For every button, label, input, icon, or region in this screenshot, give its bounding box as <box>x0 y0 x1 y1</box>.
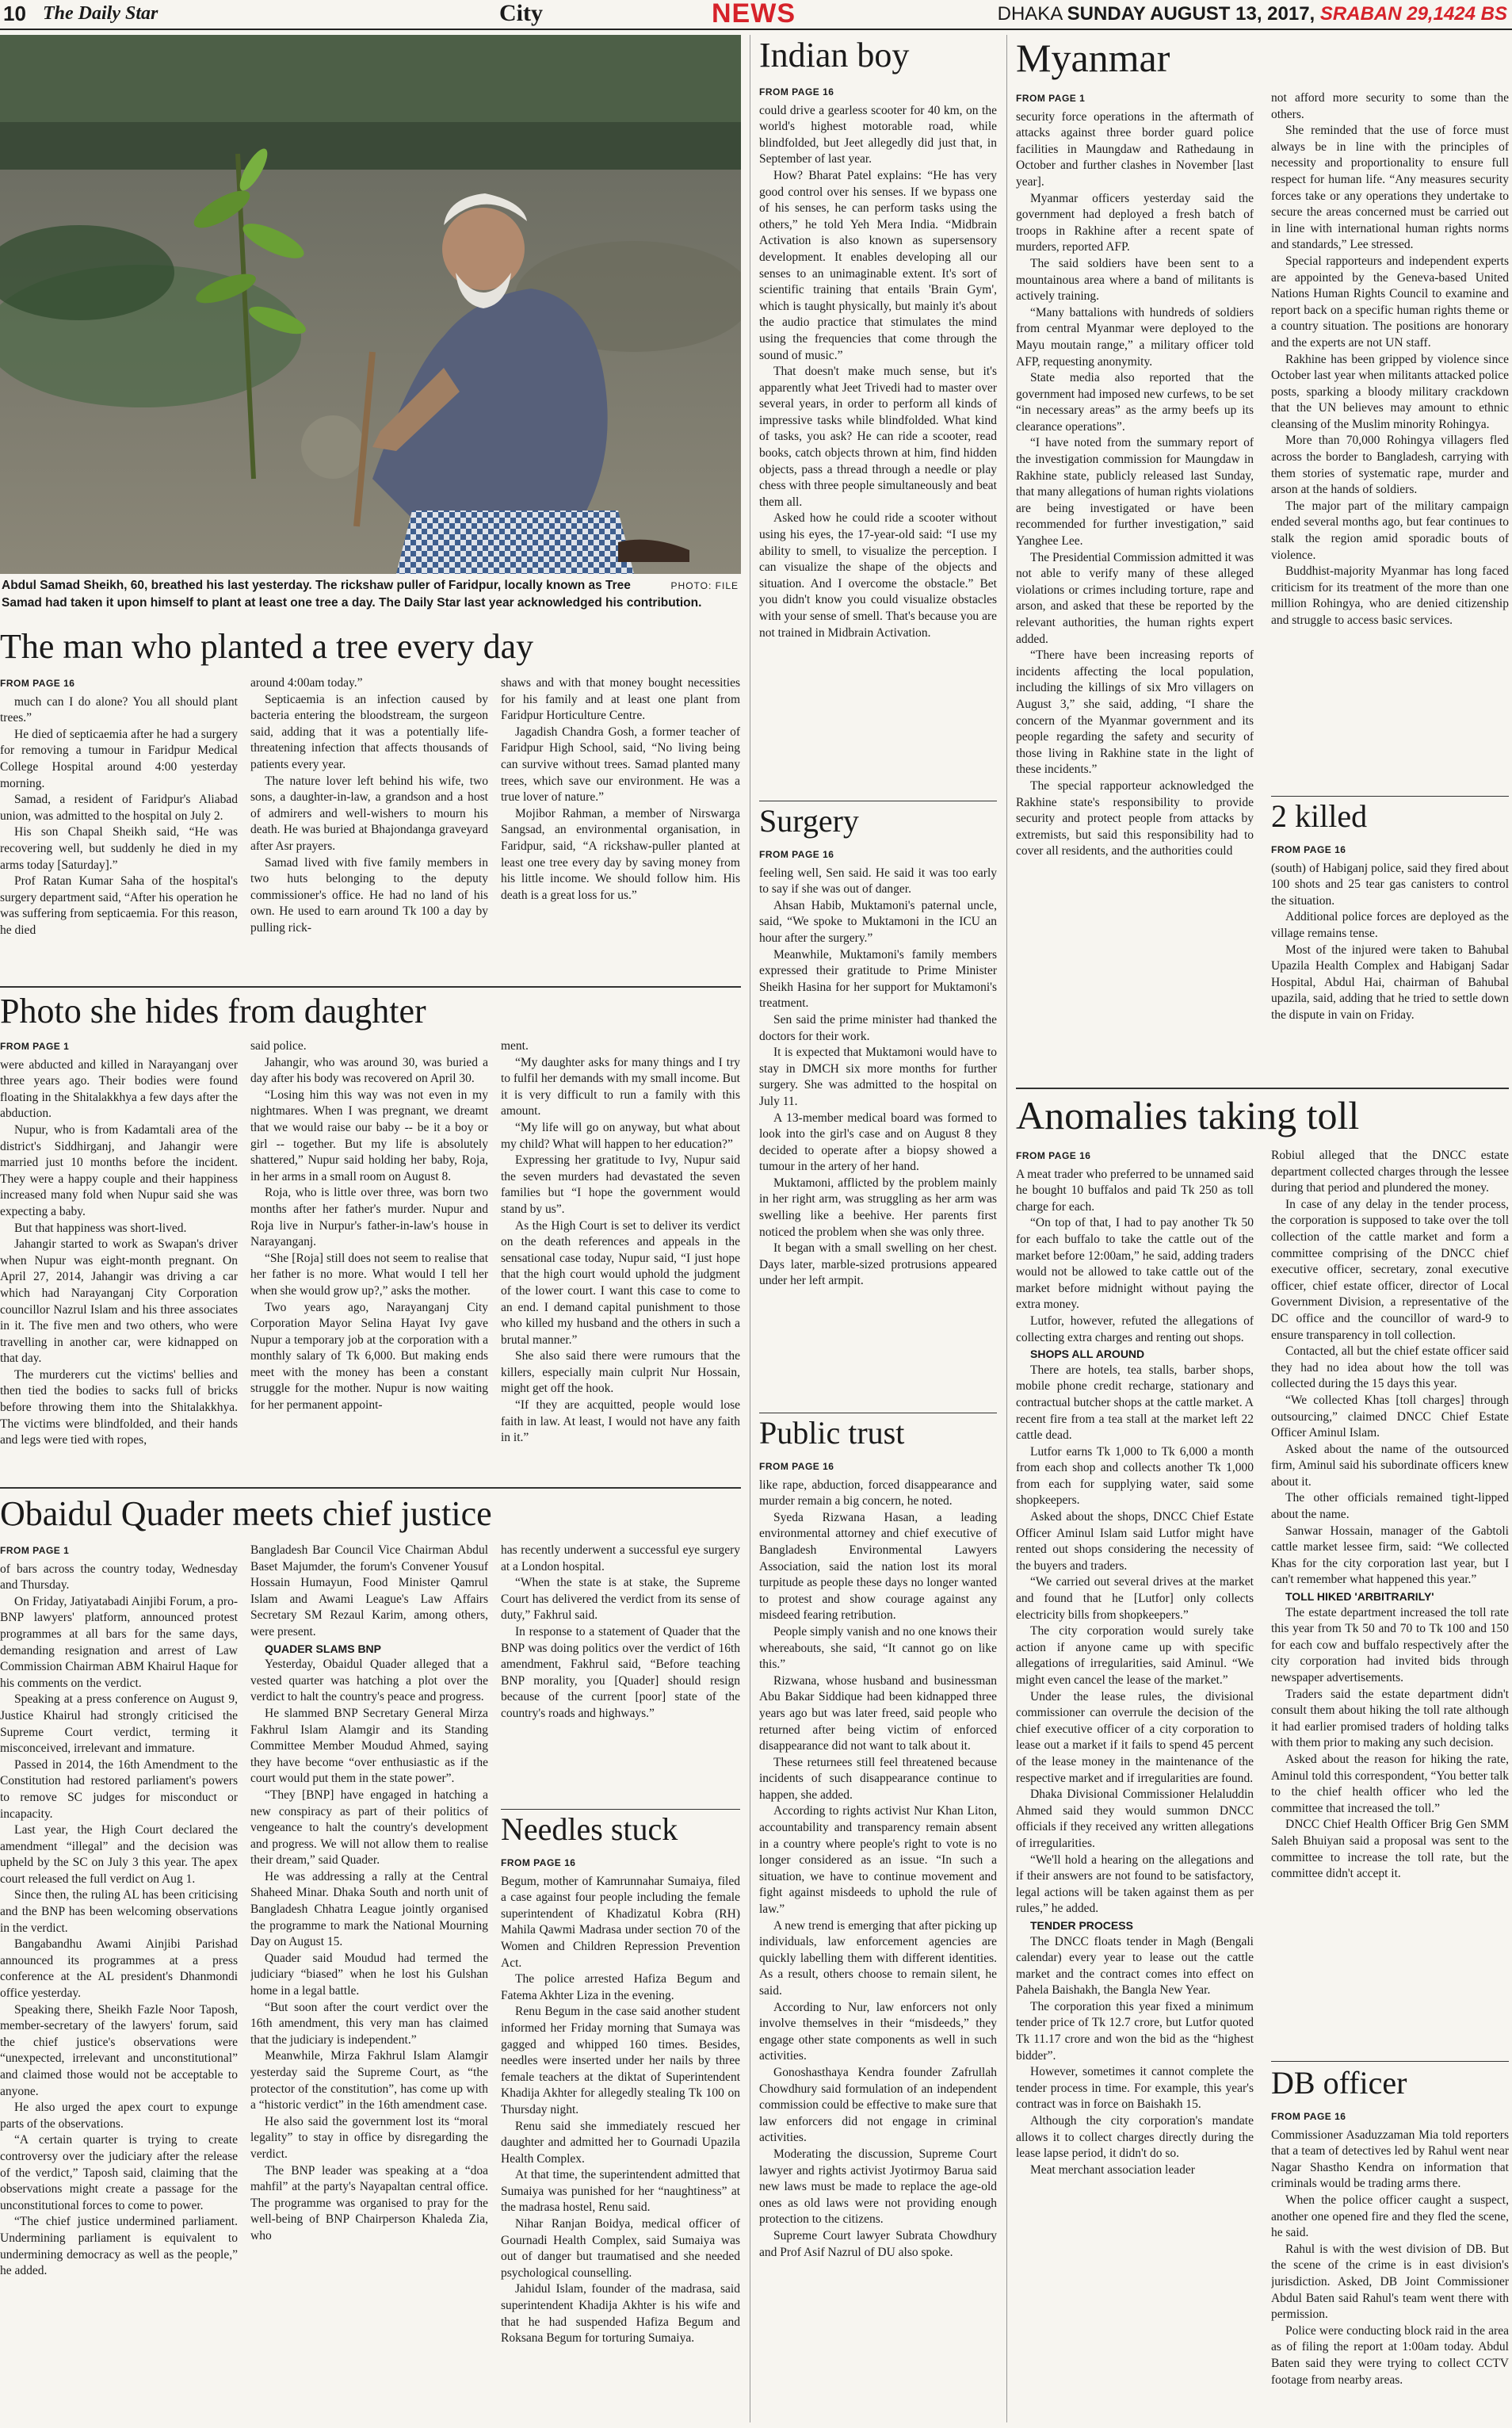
surgery-jump-label: FROM PAGE 16 <box>759 849 834 860</box>
paragraph: The said soldiers have been sent to a mountainous area where a band of militants is actively training. <box>1016 256 1254 304</box>
paragraph: Jahidul Islam, founder of the madrasa, said superintendent Khadija Akhter is his wife and that he had suspended Hafiza Begum and Roksana Begum for torturing Sumaiya. <box>501 2282 740 2346</box>
photo-story-column-1 <box>0 1038 238 1482</box>
paragraph: Buddhist-majority Myanmar has long faced criticism for its treatment of the more than one million Rohingya, who are denied citizenship and struggle to access basic services. <box>1271 564 1509 627</box>
paragraph: Muktamoni, afflicted by the problem mainly in her right arm, was struggling as her arm was swelling like a beehive. Her parents first noticed the problem when she was only three. <box>759 1176 997 1239</box>
paragraph: The police arrested Hafiza Begum and Fatema Akhter Liza in the evening. <box>501 1972 740 2002</box>
paragraph: ment. <box>501 1039 529 1053</box>
date-bengali: SRABAN 29,1424 BS <box>1319 3 1507 25</box>
paragraph: Asked about the reason for hiking the rate, Aminul told this correspondent, “You better talk to the chief health officer who led the committee that increased the toll.” <box>1271 1752 1509 1815</box>
photo-story-col2-body <box>250 1038 488 1414</box>
tree-col2-body <box>250 675 488 937</box>
paragraph: It began with a small swelling on her chest. Days later, marble-sized protrusions appeared under her left armpit. <box>759 1241 997 1288</box>
paragraph: “They [BNP] have engaged in hatching a new conspiracy as part of their politics of vengeance to halt the country's development and progress. We will not allow them to realise their dream,” said Quader. <box>250 1788 488 1868</box>
two-killed-headline: 2 killed <box>1271 798 1368 834</box>
paragraph: A meat trader who preferred to be unnamed said he bought 10 buffalos and paid Tk 250 as toll charge for each. <box>1016 1167 1254 1214</box>
obaidul-jump-label: FROM PAGE 1 <box>0 1545 70 1556</box>
paragraph: “But soon after the court verdict over the 16th amendment, this very man has claimed that the judiciary is independent.” <box>250 2000 488 2047</box>
caption-text: Abdul Samad Sheikh, 60, breathed his last yesterday. The rickshaw puller of Faridpur, locally known as Tree Samad had taken it upon himself to plant at least one tree a day. The Daily Star last year acknowledged his contribution. <box>2 579 702 610</box>
public-trust-column <box>759 1459 997 2422</box>
paragraph: Syeda Rizwana Hasan, a leading environmental attorney and chief executive of Bangladesh Environmental Lawyers Association, said the nation lost its moral turpitude as people these days no longer wanted to protest and show courage against any misdeed fearing retribution. <box>759 1510 997 1623</box>
paragraph: Jahangir, who was around 30, was buried a day after his body was recovered on April 30. <box>250 1055 488 1086</box>
paragraph: The DNCC floats tender in Magh (Bengali calendar) every year to lease out the cattle market and the contract comes into effect on Pahela Baishakh, the Bangla New Year. <box>1016 1934 1254 1998</box>
paragraph: Moderating the discussion, Supreme Court lawyer and rights activist Jyotirmoy Barua said new laws must be made to replace the age-old ones as old laws were not providing enough protection to the citizens. <box>759 2147 997 2227</box>
paragraph: could drive a gearless scooter for 40 km, on the world's highest motorable road, while blindfolded, but Jeet allegedly did just that, in September of last year. <box>759 103 997 166</box>
paragraph: Renu said she immediately rescued her daughter and admitted her to Gournadi Upazila Health Complex. <box>501 2119 740 2166</box>
paragraph: Passed in 2014, the 16th Amendment to the Constitution had restored parliament's powers to remove SC judges for misconduct or incapacity. <box>0 1757 238 1821</box>
paragraph: At that time, the superintendent admitted that Sumaiya was punished for her “naughtiness” at the madrasa hostel, Renu said. <box>501 2168 740 2215</box>
paragraph: Yesterday, Obaidul Quader alleged that a vested quarter was hatching a plot over the verdict to halt the country's peace and progress. <box>250 1658 488 1704</box>
paragraph: On Friday, Jatiyatabadi Ainjibi Forum, a pro-BNP lawyers' platform, announced protest programmes at all bars for the same days, demanding resignation and arrest of Law Commission Chairman ABM Khairul Haque for his comments on the verdict. <box>0 1594 238 1690</box>
paragraph: “If they are acquitted, people would lose faith in law. At least, I would not have any faith in it.” <box>501 1398 740 1445</box>
obaidul-column-3 <box>501 1543 740 1804</box>
paragraph: were abducted and killed in Narayanganj over three years ago. Their bodies were found floating in the Shitalakkhya a few days after the abduction. <box>0 1057 238 1121</box>
paragraph: Nihar Ranjan Boidya, medical officer of Gournadi Health Complex, said Sumaiya was out of danger but traumatised and she needed psychological counselling. <box>501 2217 740 2280</box>
paragraph: He slammed BNP Secretary General Mirza Fakhrul Islam Alamgir and its Standing Committee Member Moudud Ahmed, saying they have become “over enthusiastic as if the court would put them in the state power”. <box>250 1706 488 1786</box>
paragraph: “A certain quarter is trying to create controversy over the judiciary after the release of the verdict,” Taposh said, claiming that the observations might create a passage for the unconstitutional forces to come to power. <box>0 2133 238 2212</box>
paragraph: “The chief justice undermined parliament. Undermining parliament is equivalent to undermining democracy as well as the people,” he added. <box>0 2215 238 2278</box>
tree-story-column-3 <box>501 675 740 985</box>
paragraph: feeling well, Sen said. He said it was too early to say if she was out of danger. <box>759 866 997 897</box>
paragraph: As the High Court is set to deliver its verdict on the death references and appeals in the sensational case today, Nupur said, “I just hope that the high court would uphold the judgment of the lower court. I want this case to come to an end. I demand capital punishment to those who killed my husband and the others in such a brutal manner.” <box>501 1218 740 1347</box>
paragraph: Last year, the High Court declared the amendment “illegal” and the decision was upheld by the SC on July 3 this year. The apex court released the full verdict on Aug 1. <box>0 1823 238 1886</box>
surgery-body <box>759 866 997 1290</box>
needles-story-headline: Needles stuck <box>501 1811 678 1847</box>
dateline <box>998 3 1507 25</box>
date-city: DHAKA <box>997 3 1067 25</box>
paragraph: “Many battalions with hundreds of soldiers from central Myanmar were deployed to the Mayu moutain range,” a military officer told AFP, requesting anonymity. <box>1016 305 1254 369</box>
paragraph: “On top of that, I had to pay another Tk 50 for each buffalo to take the cattle out of the market before 12:00am,” he said, adding traders would not be allowed to take cattle out of the market before midnight without paying the extra money. <box>1016 1216 1254 1312</box>
paragraph: Bangladesh Bar Council Vice Chairman Abdul Baset Majumder, the forum's Convener Yousuf Hossain Humayun, Food Minister Qamrul Islam and Awami League's Law Affairs Secretary SM Rezaul Karim, among others, were present. <box>250 1543 488 1638</box>
paragraph: Samad lived with five family members in two huts belonging to the deputy commissioner's office. He had no land of his own. He used to earn around Tk 100 a day by pulling rick- <box>250 855 488 935</box>
paragraph: Lutfor earns Tk 1,000 to Tk 6,000 a month from each shop and collects another Tk 1,000 from each for supplying water, said some shopkeepers. <box>1016 1444 1254 1508</box>
paragraph: She reminded that the use of force must always be in line with the principles of necessity and proportionality to ensure full respect for human life. “Any measures security forces take or any operations they undertake to secure the areas concerned must be carried out in line with international human rights norms and standards,” Lee stressed. <box>1271 124 1509 252</box>
paragraph: Septicaemia is an infection caused by bacteria entering the bloodstream, the surgeon said, adding that it was a potentially life-threatening infection that affects thousands of patients every year. <box>250 692 488 771</box>
anomalies-headline: Anomalies taking toll <box>1016 1093 1360 1138</box>
paragraph: He also urged the apex court to expunge parts of the observations. <box>0 2101 238 2131</box>
photo-credit: PHOTO: FILE <box>670 580 739 591</box>
paragraph: However, sometimes it cannot complete the tender process in time. For example, this year's contract was in force on Baishakh 15. <box>1016 2065 1254 2112</box>
paragraph: The BNP leader was speaking at a “doa mahfil” at the party's Nayapaltan central office. The programme was organised to pray for the well-being of BNP Chairperson Khaleda Zia, who <box>250 2163 488 2243</box>
paragraph: She also said there were rumours that the killers, especially main culprit Nur Hossain, might get off the hook. <box>501 1349 740 1396</box>
date-gregorian: SUNDAY AUGUST 13, 2017, <box>1067 3 1315 25</box>
tree-story-headline: The man who planted a tree every day <box>0 627 534 666</box>
paragraph: Additional police forces are deployed as the village remains tense. <box>1271 910 1509 940</box>
paragraph: Police were conducting block raid in the area as of filing the report at 1:00am today. Abdul Baten said they were trying to collect CCTV footage from nearby areas. <box>1271 2323 1509 2387</box>
column-divider <box>1006 35 1007 2422</box>
subheading: QUADER SLAMS BNP <box>265 1642 382 1655</box>
tree-story-column-2 <box>250 675 488 985</box>
needles-body <box>501 1874 740 2347</box>
photo-story-headline: Photo she hides from daughter <box>0 992 426 1030</box>
paragraph: DNCC Chief Health Officer Brig Gen SMM Saleh Bhuiyan said a proposal was sent to the committee to increase the toll rate, but the committee didn't accept it. <box>1271 1818 1509 1881</box>
paragraph: He also said the government lost its “moral legality” to stay in office by disregarding the verdict. <box>250 2114 488 2161</box>
paragraph: People simply vanish and no one knows their whereabouts, she said, “It cannot go on like this.” <box>759 1624 997 1672</box>
two-killed-body <box>1271 861 1509 1024</box>
paragraph: Supreme Court lawyer Subrata Chowdhury and Prof Asif Nazrul of DU also spoke. <box>759 2228 997 2259</box>
divider <box>501 1809 740 1810</box>
paragraph: There are hotels, tea stalls, barber shops, mobile phone credit recharge, stationary and contractual butcher shops at the cattle market. A recent fire from a tea stall at the market left 22 cattle dead. <box>1016 1363 1254 1443</box>
paragraph: Dhaka Divisional Commissioner Helaluddin Ahmed said they would summon DNCC officials if they received any written allegations of irregularities. <box>1016 1788 1254 1850</box>
db-officer-jump-label: FROM PAGE 16 <box>1271 2111 1346 2122</box>
paragraph: These returnees still feel threatened because incidents of such disappearance continue to happen, she added. <box>759 1755 997 1802</box>
paragraph: How? Bharat Patel explains: “He has very good control over his senses. If we bypass one of his senses, he can perform tasks using the others,” he told Yeh Mera India. “Midbrain Activation is also known as supersensory development. It enables developing all our senses to an unimaginable extent. It's sort of scientific training that entails 'Brain Gym', which is taught physically, but mainly it's about the audio practice that stimulates the mind using the frequencies that come through the sound of music.” <box>759 168 997 362</box>
paragraph: His son Chapal Sheikh said, “He was recovering well, but suddenly he died in my arms today [Saturday].” <box>0 825 238 872</box>
paragraph: The murderers cut the victims' bellies and then tied the bodies to sacks full of bricks before throwing them into the Shitalakkhya. The victims were blindfolded, and their hands and legs were tied with ropes, <box>0 1367 238 1447</box>
news-label: NEWS <box>712 0 796 29</box>
subheading: TENDER PROCESS <box>1030 1918 1133 1932</box>
newspaper-name: The Daily Star <box>43 3 158 24</box>
paragraph: The nature lover left behind his wife, two sons, a daughter-in-law, a grandson and a host of admirers and well-wishers to mourn his death. He was buried at Bhajondanga graveyard after Asr prayers. <box>250 774 488 853</box>
paragraph: Most of the injured were taken to Bahubal Upazila Health Complex and Habiganj Sadar Hospital, Abdul Hai, chairman of Bahubal upazila, said, adding that he tried to settle down the dispute in vain on Friday. <box>1271 943 1509 1022</box>
paragraph: Jahangir started to work as Swapan's driver when Nupur was eight-month pregnant. On April 27, 2014, Jahangir was driving a car which had Narayanganj City Corporation councillor Nazrul Islam and his three associates in it. The five men and two others, who were travelling in another car, were kidnapped on that day. <box>0 1237 238 1366</box>
db-officer-headline: DB officer <box>1271 2065 1407 2101</box>
paragraph: But that happiness was short-lived. <box>14 1221 187 1235</box>
tree-col3-body <box>501 675 740 904</box>
needles-jump-label: FROM PAGE 16 <box>501 1857 576 1868</box>
divider <box>1271 796 1509 797</box>
paragraph: shaws and with that money bought necessities for his family and at least one plant from Faridpur Horticulture Centre. <box>501 676 740 723</box>
paragraph: (south) of Habiganj police, said they fired about 100 shots and 25 tear gas canisters to control the situation. <box>1271 861 1509 908</box>
anomalies-col1-body <box>1016 1167 1254 2179</box>
paragraph: said police. <box>250 1039 307 1053</box>
paragraph: Since then, the ruling AL has been criticising and the BNP has been welcoming observations in the verdict. <box>0 1888 238 1935</box>
myanmar-col1-body <box>1016 109 1254 860</box>
paragraph: According to Nur, law enforcers not only involve themselves in their “misdeeds,” they engage other state components as well in such activities. <box>759 2000 997 2063</box>
paragraph: Jagadish Chandra Gosh, a former teacher of Faridpur High School, said, “No living being can survive without trees. Samad planted many trees, which save our environment. He was a true lover of nature.” <box>501 725 740 805</box>
public-trust-jump-label: FROM PAGE 16 <box>759 1461 834 1472</box>
paragraph: not afford more security to some than the others. <box>1271 91 1509 121</box>
paragraph: More than 70,000 Rohingya villagers fled across the border to Bangladesh, carrying with them stories of systematic rape, murder and arson at the hands of soldiers. <box>1271 434 1509 497</box>
subheading: TOLL HIKED 'ARBITRARILY' <box>1285 1590 1434 1604</box>
indian-boy-body <box>759 103 997 642</box>
paragraph: Meat merchant association leader <box>1030 2162 1195 2177</box>
tree-jump-label: FROM PAGE 16 <box>0 678 75 689</box>
paragraph: Begum, mother of Kamrunnahar Sumaiya, filed a case against four people including the female superintendent of Khadizatul Kobra (RH) Mahila Qawmi Madrasa under section 70 of the Women and Children Repression Prevention Act. <box>501 1874 740 1970</box>
paragraph: like rape, abduction, forced disappearance and murder remain a big concern, he noted. <box>759 1478 997 1508</box>
paragraph: In case of any delay in the tender process, the corporation is supposed to take over the toll collection of the cattle market and form a committee comprising of the DNCC chief executive officer, secretary, zonal executive officer, chief estate officer, director of Local Government Division, a representative of the DC office and the councillor of ward-9 to ensure transparency in toll collection. <box>1271 1197 1509 1342</box>
paragraph: “We collected Khas [toll charges] through outsourcing,” claimed DNCC Chief Estate Officer Aminul Islam. <box>1271 1393 1509 1440</box>
paragraph: It is expected that Muktamoni would have to stay in DMCH six more months for further surgery. She was admitted to the hospital on July 11. <box>759 1046 997 1108</box>
paragraph: Robiul alleged that the DNCC estate department collected charges through the lessee during that period and plundered the money. <box>1271 1149 1509 1195</box>
paragraph: “My life will go on anyway, but what about my child? What will happen to her education?” <box>501 1120 740 1151</box>
paragraph: He died of septicaemia after he had a surgery for removing a tumour in Faridpur Medical College Hospital around 4:00 yesterday morning. <box>0 727 238 790</box>
paragraph: Meanwhile, Mirza Fakhrul Islam Alamgir yesterday said the Supreme Court, as “the protector of the constitution”, has come up with a “historic verdict” in the 16th amendment case. <box>250 2049 488 2113</box>
paragraph: Samad, a resident of Faridpur's Aliabad union, was admitted to the hospital on July 2. <box>0 793 238 823</box>
section-name: City <box>499 0 543 26</box>
paragraph: “My daughter asks for many things and I try to fulfil her demands with my small income. But it is very difficult to run a family with this amount. <box>501 1055 740 1118</box>
paragraph: A new trend is emerging that after picking up individuals, law enforcement agencies are quickly labelling them with different identities. As a result, others choose to remain silent, he said. <box>759 1918 997 1998</box>
divider <box>0 986 741 988</box>
paragraph: Although the city corporation's mandate allows it to collect charges directly during the lease lapse period, it didn't do so. <box>1016 2114 1254 2161</box>
surgery-column <box>759 847 997 1414</box>
paragraph: Expressing her gratitude to Ivy, Nupur said the seven murders had devastated the seven families but “I hope the government would stand by us”. <box>501 1153 740 1216</box>
paragraph: The corporation this year fixed a minimum tender price of Tk 12.7 crore, but Lutfor quoted Tk 11.17 crore and won the bid as the “highest bidder”. <box>1016 1999 1254 2063</box>
paragraph: Rizwana, whose husband and businessman Abu Bakar Siddique had been kidnapped three years ago but was later freed, said people who returned after being victim of enforced disappearance did not want to talk about it. <box>759 1673 997 1753</box>
paragraph: Nupur, who is from Kadamtali area of the district's Siddhirganj, and Jahangir were married just 10 months before the incident. They were a happy couple and their happiness increased many fold when Nupur said she was expecting a baby. <box>0 1122 238 1218</box>
paragraph: The other officials remained tight-lipped about the name. <box>1271 1491 1509 1522</box>
paragraph: Two years ago, Narayanganj City Corporation Mayor Selina Hayat Ivy gave Nupur a temporary job at the corporation with a monthly salary of Tk 6,000. But making ends meet with the money has been a constant struggle for the mother. Nupur is now waiting for her permanent appoint- <box>250 1300 488 1413</box>
photo-illustration <box>0 35 741 574</box>
needles-column <box>501 1855 740 2422</box>
paragraph: Myanmar officers yesterday said the government had deployed a fresh batch of troops in Rakhine after a recent spate of murders, reported AFP. <box>1016 191 1254 254</box>
paragraph: According to rights activist Nur Khan Liton, accountability and transparency remain absent in a country where people's right to vote is no longer considered as an issue. “In such a situation, we have to continue movement and fight against misdeeds to uphold the rule of law.” <box>759 1804 997 1917</box>
paragraph: Special rapporteurs and independent experts are appointed by the Geneva-based United Nations Human Rights Council to examine and report back on a specific human rights theme or a country situation. The positions are honorary and the experts are not UN staff. <box>1271 254 1509 350</box>
paragraph: Roja, who is little over three, was born two months after her father's murder. Nupur and Roja live in Nurpur's father-in-law's house in Narayanganj. <box>250 1186 488 1249</box>
public-trust-body <box>759 1478 997 2262</box>
paragraph: That doesn't make much sense, but it's apparently what Jeet Trivedi had to master over several years, in order to perform all kinds of impressive tasks while blindfolded. What kind of tasks, you ask? He can ride a scooter, read books, catch objects thrown at him, find hidden objects, pass a thread through a needle or play chess with three people simultaneously and beat them all. <box>759 365 997 509</box>
db-officer-body <box>1271 2128 1509 2389</box>
paragraph: He was addressing a rally at the Central Shaheed Minar. Dhaka South and north unit of Bangladesh Chhatra League jointly organised the programme to mark the National Mourning Day on August 15. <box>250 1869 488 1949</box>
myanmar-column-1 <box>1016 90 1254 1081</box>
paragraph: Under the lease rules, the divisional commissioner can overrule the decision of the chief executive officer of a city corporation to lease out a market if it fails to spend 45 percent of the lease money in the maintenance of the respective market and if irregularities are found. <box>1016 1689 1254 1785</box>
paragraph: Commissioner Asaduzzaman Mia told reporters that a team of detectives led by Rahul went near Nagar Shastho Kendra on information that criminals would be trading arms there. <box>1271 2128 1509 2191</box>
paragraph: The Presidential Commission admitted it was not able to verify many of these alleged violations or crimes including torture, rape and arson, and asked that these be reported by the relevant authorities, the human rights expert added. <box>1016 550 1254 646</box>
page-header <box>0 0 1512 30</box>
paragraph: Mojibor Rahman, a member of Nirswarga Sangsad, an environmental organisation, in Faridpur, said, “A rickshaw-puller planted at least one tree every day by saving money from his little income. We should follow him. His death is a great loss for us.” <box>501 806 740 902</box>
public-trust-headline: Public trust <box>759 1415 905 1451</box>
indian-boy-headline: Indian boy <box>759 36 910 75</box>
divider <box>0 1487 741 1489</box>
indian-boy-column <box>759 84 997 813</box>
paragraph: Bangabandhu Awami Ainjibi Parishad announced its programmes at a press conference at the AL president's Dhanmondi office yesterday. <box>0 1937 238 2001</box>
photo-story-col1-body <box>0 1057 238 1449</box>
anomalies-column-2 <box>1271 1148 1509 2059</box>
paragraph: Speaking there, Sheikh Fazle Noor Taposh, member-secretary of the lawyers' forum, said the chief justice's observations were “unexpected, irrelevant and unconstitutional” and claimed those would not be acceptable to anyone. <box>0 2002 238 2098</box>
paragraph: The city corporation would surely take action if anyone came up with specific allegations of irregularities, said Aminul. “We might even cancel the lease of the market.” <box>1016 1624 1254 1687</box>
paragraph: of bars across the country today, Wednesday and Thursday. <box>0 1562 238 1593</box>
paragraph: Renu Begum in the case said another student informed her Friday morning that Sumaya was gagged and whipped 160 times. Besides, needles were inserted under her nails by three female teachers at the diktat of Superintendent Khadija Akhter for allegedly stealing Tk 100 on Thursday night. <box>501 2005 740 2116</box>
photo-story-column-3 <box>501 1038 740 1482</box>
page-number: 10 <box>3 2 26 25</box>
paragraph: The special rapporteur acknowledged the Rakhine state's responsibility to provide security and protect people from attacks by extremists, but said this responsibility had to cover all residents, and the authorities could <box>1016 778 1254 858</box>
paragraph: In response to a statement of Quader that the BNP was doing politics over the verdict of 16th amendment, Fakhrul said, “Before teaching BNP morality, you [Quader] should resign because of the current [poor] state of the country's roads and highways.” <box>501 1624 740 1720</box>
obaidul-story-headline: Obaidul Quader meets chief justice <box>0 1494 492 1533</box>
tree-story-column-1 <box>0 675 238 985</box>
paragraph: Gonoshasthaya Kendra founder Zafrullah Chowdhury said formulation of an independent commission could be effective to make sure that law enforcers did not engage in criminal activities. <box>759 2065 997 2145</box>
paragraph: State media also reported that the government had imposed new curfews, to be set “in necessary areas” as the army beefs up its clearance operations”. <box>1016 371 1254 434</box>
paragraph: security force operations in the aftermath of attacks against three border guard police facilities in Maungdaw and Rathedaung in October and further clashes in November [last year]. <box>1016 109 1254 189</box>
paragraph: “We'll hold a hearing on the allegations and if their answers are not found to be satisfactory, legal actions will be taken against them as per rules,” he added. <box>1016 1853 1254 1916</box>
photo-story-jump-label: FROM PAGE 1 <box>0 1041 70 1052</box>
obaidul-col3-body <box>501 1543 740 1723</box>
subheading: SHOPS ALL AROUND <box>1030 1348 1145 1361</box>
paragraph: Asked about the name of the outsourced firm, Aminul said his subordinate officers knew about it. <box>1271 1442 1509 1489</box>
divider <box>1016 1088 1509 1089</box>
photo-caption <box>2 577 739 612</box>
surgery-headline: Surgery <box>759 803 859 839</box>
paragraph: “I have noted from the summary report of the investigation commission for Maungdaw in Rakhine state, publicly released last Sunday, that many allegations of human rights violations are being investigated or have been recommended for further investigation,” said Yanghee Lee. <box>1016 436 1254 549</box>
two-killed-column <box>1271 842 1509 1088</box>
paragraph: around 4:00am today.” <box>250 676 363 690</box>
anomalies-column-1 <box>1016 1148 1254 2422</box>
paragraph: “Losing him this way was not even in my nightmares. When I was pregnant, we dreamt that we would raise our baby -- be it a boy or girl -- together. But my life is absolutely shattered,” Nupur said holding her baby, Roja, in her arms in a small room on August 8. <box>250 1088 488 1183</box>
paragraph: “We carried out several drives at the market and found that he [Lutfor] only collects electricity bills from shopkeepers.” <box>1016 1575 1254 1622</box>
photo-story-col3-body <box>501 1038 740 1447</box>
paragraph: Rahul is with the west division of DB. But the scene of the crime is in east division's jurisdiction. Asked, DB Joint Commissioner Abdul Baten said Rahul's team went there with permission. <box>1271 2242 1509 2322</box>
photo-story-column-2 <box>250 1038 488 1482</box>
paragraph: Sen said the prime minister had thanked the doctors for their work. <box>759 1012 997 1043</box>
tree-col1-body <box>0 694 238 939</box>
paragraph: Meanwhile, Muktamoni's family members expressed their gratitude to Prime Minister Sheikh Hasina for her support for Muktamoni's treatment. <box>759 947 997 1011</box>
paragraph: A 13-member medical board was formed to look into the girl's case and on August 8 they decided to operate after a biopsy showed a tumour in the artery of her hand. <box>759 1111 997 1174</box>
paragraph: Ahsan Habib, Muktamoni's paternal uncle, said, “We spoke to Muktamoni in the ICU an hour after the surgery.” <box>759 898 997 945</box>
obaidul-col1-body <box>0 1562 238 2280</box>
paragraph: Contacted, all but the chief estate officer said they had no idea about how the toll was collected during the 15 days this year. <box>1271 1344 1509 1391</box>
paragraph: Asked how he could ride a scooter without using his eyes, the 17-year-old said: “I use my ability to smell, to visualize the perception. I can visualize the shape of the objects and situation. And I overcome the obstacle.” Bet you didn't know you could visualize obstacles with your sense of smell. That's because you are not trained in Midbrain Activation. <box>759 511 997 640</box>
paragraph: “There have been increasing reports of incidents affecting the local population, including the killings of six Mro villagers on August 3,” she said, adding, “I share the concern of the Myanmar government and its people regarding the safety and security of those living in Rakhine state in the light of these incidents.” <box>1016 648 1254 777</box>
obaidul-col2-body <box>250 1543 488 2245</box>
paragraph: Lutfor, however, refuted the allegations of collecting extra charges and renting out shops. <box>1016 1313 1254 1344</box>
paragraph: “When the state is at stake, the Supreme Court has delivered the verdict from its sense of duty,” Fakhrul said. <box>501 1576 740 1623</box>
paragraph: Speaking at a press conference on August 9, Justice Khairul had strongly criticised the Supreme Court verdict, terming it misconceived, irrelevant and immature. <box>0 1692 238 1756</box>
two-killed-jump-label: FROM PAGE 16 <box>1271 844 1346 855</box>
indian-boy-jump-label: FROM PAGE 16 <box>759 86 834 98</box>
paragraph: Quader said Moudud had termed the judiciary “biased” when he lost his Gulshan home in a legal battle. <box>250 1951 488 1998</box>
tree-samad-photo <box>0 35 741 574</box>
divider <box>1271 2061 1509 2062</box>
paragraph: The major part of the military campaign ended several months ago, but fear continues to stalk the region amid sporadic bouts of violence. <box>1271 499 1509 562</box>
paragraph: “She [Roja] still does not seem to realise that her father is no more. What would I tell her when she would grow up?,” asks the mother. <box>250 1251 488 1298</box>
db-officer-column <box>1271 2109 1509 2422</box>
paragraph: Traders said the estate department didn't consult them about hiking the toll rate although it had earlier promised traders of holding talks with them prior to making any such decision. <box>1271 1687 1509 1750</box>
paragraph: When the police officer caught a suspect, another one opened fire and they fled the scene, he said. <box>1271 2193 1509 2240</box>
anomalies-col2-body <box>1271 1148 1509 1883</box>
paragraph: Asked about the shops, DNCC Chief Estate Officer Aminul Islam said Lutfor might have rented out shops considering the necessity of the buyers and traders. <box>1016 1510 1254 1573</box>
myanmar-headline: Myanmar <box>1016 36 1170 80</box>
paragraph: Rakhine has been gripped by violence since October last year when militants attacked police posts, sparking a bloody military crackdown that the UN believes may amount to ethnic cleansing of the Muslim minority Rohingya. <box>1271 352 1509 431</box>
paragraph: has recently underwent a successful eye surgery at a London hospital. <box>501 1543 740 1573</box>
obaidul-column-1 <box>0 1543 238 2422</box>
paragraph: The estate department increased the toll rate this year from Tk 50 and 70 to Tk 100 and 150 for each cow and buffalo respectively after the city corporation had invited bids through newspaper advertisements. <box>1271 1605 1509 1684</box>
myanmar-column-2 <box>1271 90 1509 804</box>
paragraph: much can I do alone? You all should plant trees.” <box>0 694 238 725</box>
paragraph: Sanwar Hossain, manager of the Gabtoli cattle market lessee firm, said: “We collected Khas for the city corporation last year, but I can't remember what happened this year.” <box>1271 1524 1509 1587</box>
obaidul-column-2 <box>250 1543 488 2422</box>
myanmar-col2-body <box>1271 90 1509 629</box>
paragraph: Prof Ratan Kumar Saha of the hospital's surgery department said, “After his operation he was suffering from septicaemia. For this reason, he died <box>0 874 238 937</box>
anomalies-jump-label: FROM PAGE 16 <box>1016 1150 1091 1161</box>
myanmar-jump-label: FROM PAGE 1 <box>1016 93 1086 104</box>
